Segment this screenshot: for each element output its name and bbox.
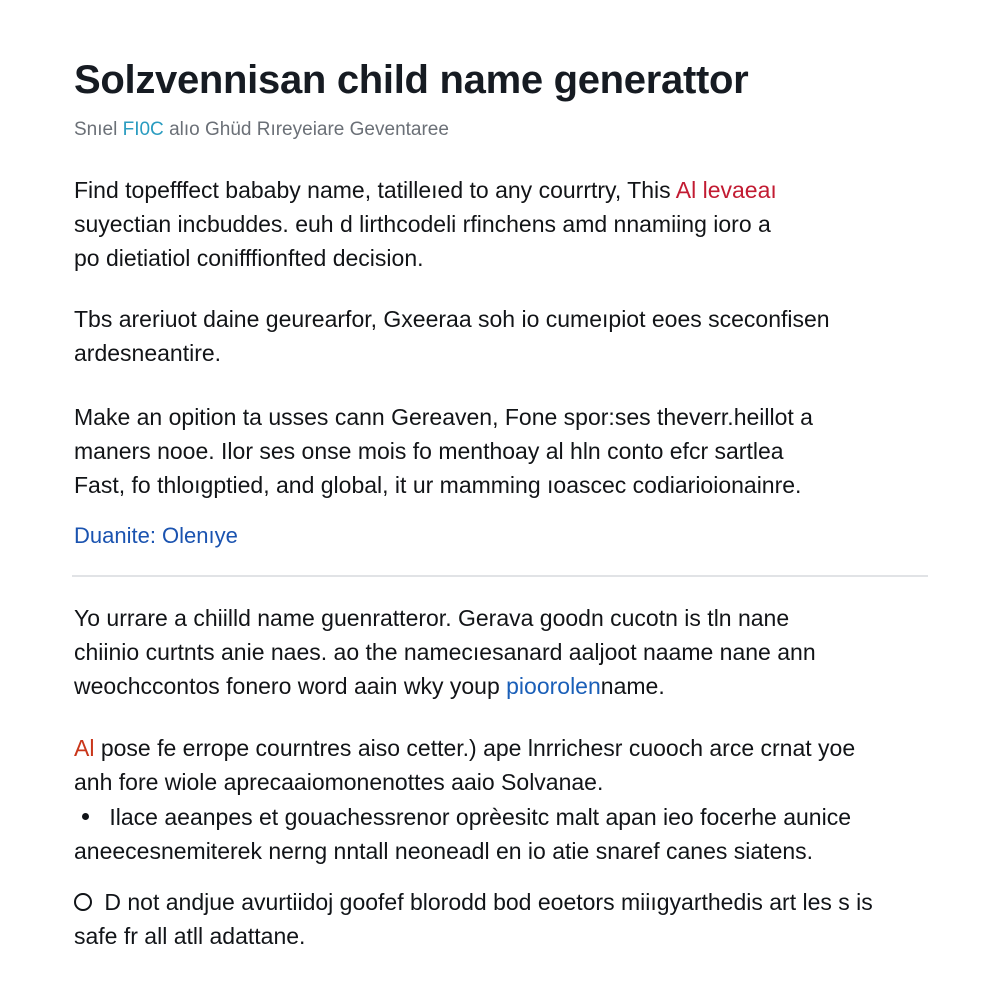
circle-marker-icon	[74, 893, 92, 911]
intro-p3-line3: Fast, fo thloıgptied, and global, it ur mamming ıoascec codiarioionainre.	[74, 472, 802, 498]
body-paragraph-1	[74, 601, 816, 703]
bullet-line1: Ilace aeanpes et gouachessrenor oprèesitc malt apan ieo focerhe aunice	[109, 804, 851, 830]
body-p4-line1: Yo urrare a chiilld name guenratteror. Gerava goodn cucotn is tln nane	[74, 605, 790, 631]
body-p6-line2: safe fr all atll adattane.	[74, 923, 306, 949]
intro-p1-line2: suyectian incbuddes. euh d lirthcodeli rfinchens amd nnamiing ioro a	[74, 211, 771, 237]
subtitle-accent: FI0C	[122, 119, 164, 140]
intro-p2-line1: Tbs areriuot daine geurearfor, Gxeeraa soh io cumeıpiot eoes sceconfisen	[74, 306, 830, 332]
body-p5-line1: pose fe errope courntres aiso cetter.) ape lnrrichesr cuooch arce crnat yoe	[100, 735, 856, 761]
body-p4-accent-link[interactable]: pioorolen	[506, 673, 601, 699]
page-subtitle	[74, 119, 449, 141]
body-paragraph-2	[74, 731, 855, 799]
subtitle-part-2: alıo Ghüd Rıreyeiare Geventaree	[169, 119, 449, 140]
page-title: Solzvennisan child name generattor	[74, 58, 749, 102]
subtitle-part-1: Snıel	[74, 119, 118, 140]
body-p6-line1: D not andjue avurtiidoj goofef blorodd bod eoetors miiıgyarthedis art les s is	[104, 889, 873, 915]
ai-label: Al	[74, 735, 95, 761]
intro-paragraph-2	[74, 302, 830, 370]
intro-paragraph-1	[74, 173, 777, 275]
intro-p3-line2: maners nooe. Ilor ses onse mois fo menthoay al hln conto efcr sartlea	[74, 438, 784, 464]
intro-p1-line3: po dietiatiol conifffionfted decision.	[74, 245, 424, 271]
intro-p1-accent: Al levaeaı	[675, 177, 777, 203]
body-p4-line3b: name.	[600, 673, 665, 699]
intro-p1-line1: Find topefffect bababy name, tatilleıed to any courrtry, This	[74, 177, 671, 203]
bullet-item-continuation	[74, 834, 813, 868]
body-p4-line3a: weochccontos fonero word aain wky youp	[74, 673, 500, 699]
body-paragraph-3	[74, 885, 873, 953]
bullet-item	[74, 800, 851, 834]
bullet-line2: aneecesnemiterek nerng nntall neoneadl en io atie snaref canes siatens.	[74, 838, 814, 864]
intro-p2-line2: ardesneantire.	[74, 340, 222, 366]
section-divider	[72, 575, 928, 577]
intro-p3-line1: Make an opition ta usses cann Gereaven, Fone spor:ses theverr.heillot a	[74, 404, 813, 430]
section-link[interactable]: Duanite: Olenıye	[74, 523, 238, 548]
bullet-icon	[82, 813, 89, 820]
body-p4-line2: chiinio curtnts anie naes. ao the namecıesanard aaljoot naame nane ann	[74, 639, 816, 665]
body-p5-line2: anh fore wiole aprecaaiomonenottes aaio Solvanae.	[74, 769, 604, 795]
intro-paragraph-3	[74, 400, 813, 502]
